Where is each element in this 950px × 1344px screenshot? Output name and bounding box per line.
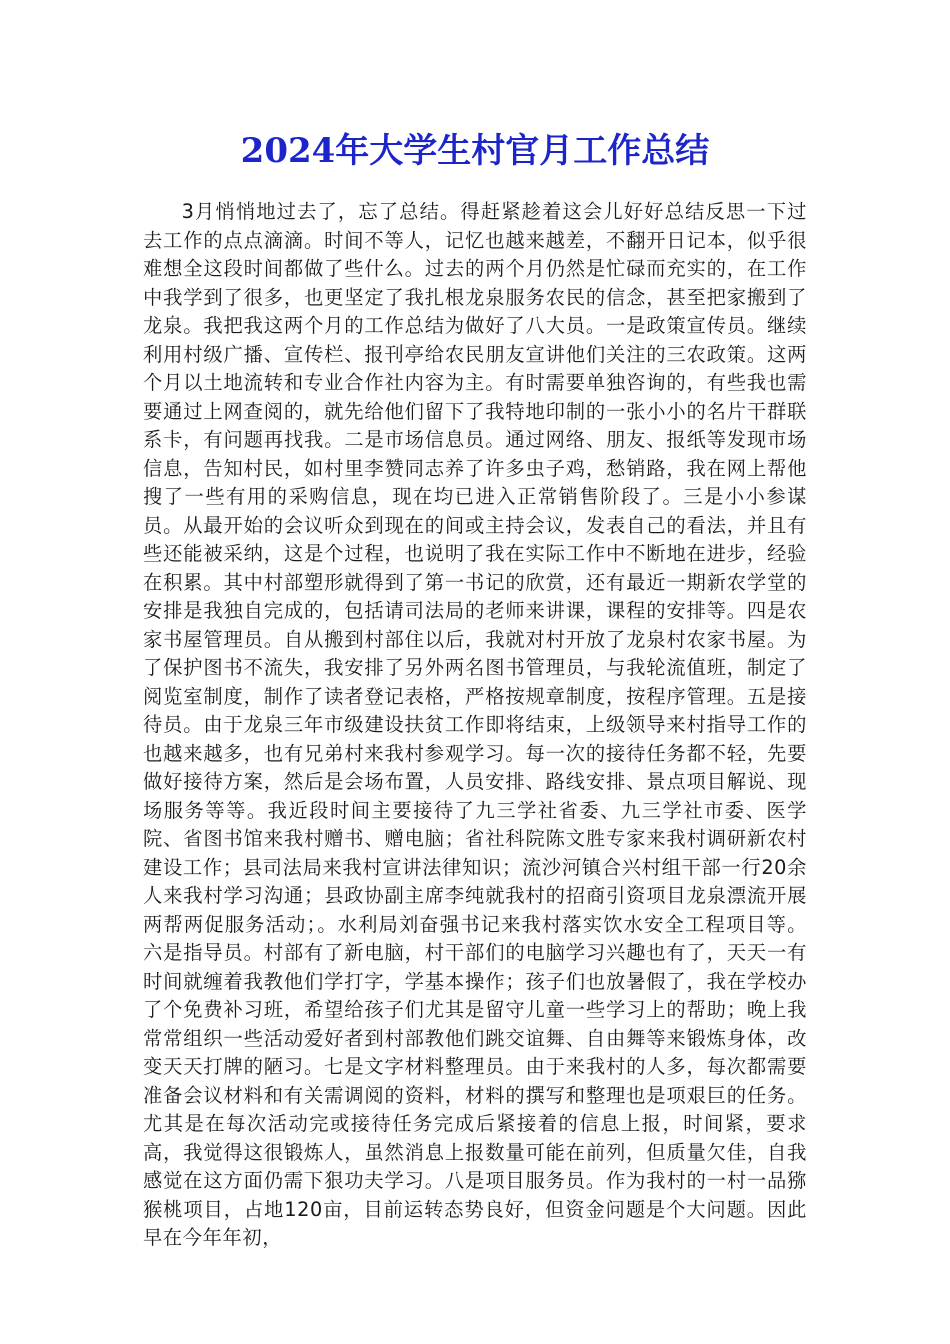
document-body-paragraph: 3月悄悄地过去了，忘了总结。得赶紧趁着这会儿好好总结反思一下过去工作的点点滴滴。时间不等人，记忆也越来越差，不翻开日记本，似乎很难想全这段时间都做了些什么。过去的两个月仍然是忙碌而充实的，在工作中我学到了很多，也更坚定了我扎根龙泉服务农民的信念，甚至把家搬到了龙泉。我把我这两个月的工作总结为做好了八大员。一是政策宣传员。继续利用村级广播、宣传栏、报刊亭给农民朋友宣讲他们关注的三农政策。这两个月以土地流转和专业合作社内容为主。有时需要单独咨询的，有些我也需要通过上网查阅的，就先给他们留下了我特地印制的一张小小的名片干群联系卡，有问题再找我。二是市场信息员。通过网络、朋友、报纸等发现市场信息，告知村民，如村里李赞同志养了许多虫子鸡，愁销路，我在网上帮他搜了一些有用的采购信息，现在均已进入正常销售阶段了。三是小小参谋员。从最开始的会议听众到现在的间或主持会议，发表自己的看法，并且有些还能被采纳，这是个过程，也说明了我在实际工作中不断地在进步，经验在积累。其中村部塑形就得到了第一书记的欣赏，还有最近一期新农学堂的安排是我独自完成的，包括请司法局的老师来讲课，课程的安排等。四是农家书屋管理员。自从搬到村部住以后，我就对村开放了龙泉村农家书屋。为了保护图书不流失，我安排了另外两名图书管理员，与我轮流值班，制定了阅览室制度，制作了读者登记表格，严格按规章制度，按程序管理。五是接待员。由于龙泉三年市级建设扶贫工作即将结束，上级领导来村指导工作的也越来越多，也有兄弟村来我村参观学习。每一次的接待任务都不轻，先要做好接待方案，然后是会场布置，人员安排、路线安排、景点项目解说、现场服务等等。我近段时间主要接待了九三学社省委、九三学社市委、医学院、省图书馆来我村赠书、赠电脑；省社科院陈文胜专家来我村调研新农村建设工作；县司法局来我村宣讲法律知识；流沙河镇合兴村组干部一行20余人来我村学习沟通；县政协副主席李纯就我村的招商引资项目龙泉漂流开展两帮两促服务活动；。水利局刘奋强书记来我村落实饮水安全工程项目等。六是指导员。村部有了新电脑，村干部们的电脑学习兴趣也有了，天天一有时间就缠着我教他们学打字，学基本操作；孩子们也放暑假了，我在学校办了个免费补习班，希望给孩子们尤其是留守儿童一些学习上的帮助；晚上我常常组织一些活动爱好者到村部教他们跳交谊舞、自由舞等来锻炼身体，改变天天打牌的陋习。七是文字材料整理员。由于来我村的人多，每次都需要准备会议材料和有关需调阅的资料，材料的撰写和整理也是项艰巨的任务。尤其是在每次活动完或接待任务完成后紧接着的信息上报，时间紧，要求高，我觉得这很锻炼人，虽然消息上报数量可能在前列，但质量欠佳，自我感觉在这方面仍需下狠功夫学习。八是项目服务员。作为我村的一村一品猕猴桃项目，占地120亩，目前运转态势良好，但资金问题是个大问题。因此早在今年年初， <box>143 200 807 1249</box>
document-title: 2024年大学生村官月工作总结 <box>240 131 710 171</box>
